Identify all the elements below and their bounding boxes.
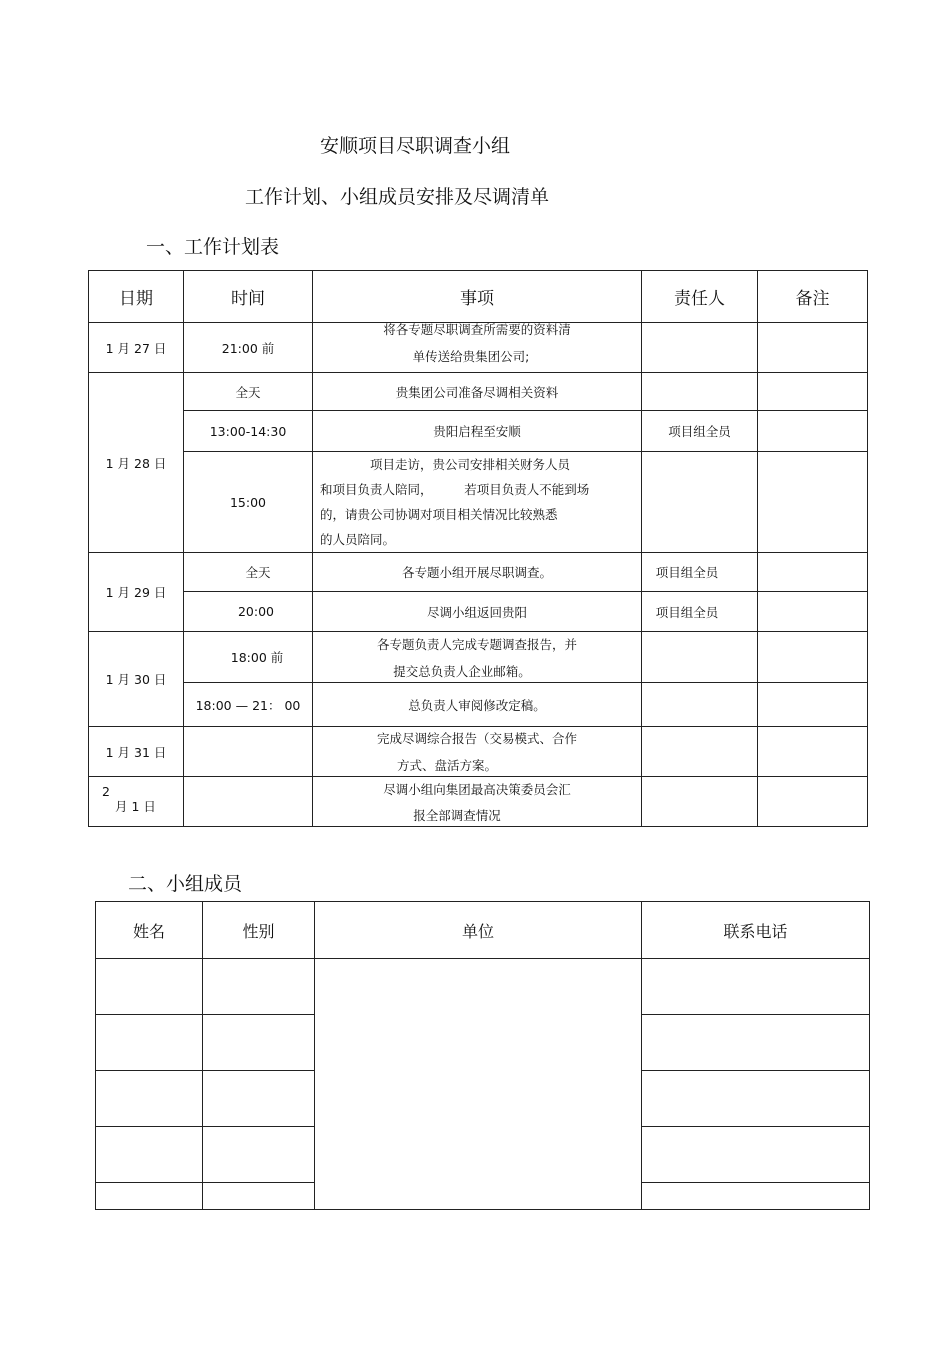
remark-cell bbox=[758, 411, 868, 452]
phone-cell bbox=[642, 1071, 870, 1127]
header-unit: 单位 bbox=[315, 902, 642, 959]
task-cell bbox=[313, 777, 642, 827]
table-row bbox=[89, 592, 868, 632]
date-cell: 1 月 28 日 bbox=[89, 373, 184, 553]
gender-cell bbox=[203, 1183, 315, 1210]
remark-cell bbox=[758, 683, 868, 727]
remark-cell bbox=[758, 553, 868, 592]
table-row bbox=[89, 553, 868, 592]
table-row bbox=[89, 411, 868, 452]
time-cell: 15:00 bbox=[184, 452, 313, 553]
owner-cell bbox=[642, 452, 758, 553]
time-cell: 20:00 bbox=[184, 592, 313, 632]
task-line: 项目走访，贵公司安排相关财务人员 bbox=[370, 457, 571, 472]
name-cell bbox=[96, 959, 203, 1015]
task-line: 完成尽调综合报告（交易模式、合作 bbox=[376, 731, 577, 746]
remark-cell bbox=[758, 373, 868, 411]
date-month-number: 2 bbox=[102, 784, 110, 799]
task-cell: 贵阳启程至安顺 bbox=[313, 411, 642, 452]
date-cell: 1 月 31 日 bbox=[89, 727, 184, 777]
gender-cell bbox=[203, 1127, 315, 1183]
table-row bbox=[89, 777, 868, 827]
task-cell: 各专题小组开展尽职调查。 bbox=[313, 553, 642, 592]
task-line: 单传送给贵集团公司; bbox=[412, 349, 530, 364]
phone-cell bbox=[642, 1127, 870, 1183]
table-row bbox=[89, 683, 868, 727]
name-cell bbox=[96, 1127, 203, 1183]
time-cell bbox=[184, 777, 313, 827]
time-cell: 21:00 前 bbox=[184, 323, 313, 373]
table-row bbox=[89, 727, 868, 777]
task-cell: 总负责人审阅修改定稿。 bbox=[313, 683, 642, 727]
unit-cell bbox=[315, 959, 642, 1210]
header-remark: 备注 bbox=[758, 271, 868, 323]
task-line: 将各专题尽职调查所需要的资料清 bbox=[383, 322, 571, 337]
header-owner: 责任人 bbox=[642, 271, 758, 323]
time-cell: 全天 bbox=[184, 553, 313, 592]
section-heading-plan: 一、工作计划表 bbox=[146, 236, 280, 258]
gender-cell bbox=[203, 1015, 315, 1071]
time-cell: 全天 bbox=[184, 373, 313, 411]
owner-cell bbox=[642, 683, 758, 727]
date-cell: 1 月 27 日 bbox=[89, 323, 184, 373]
remark-cell bbox=[758, 452, 868, 553]
task-cell bbox=[313, 323, 642, 373]
remark-cell bbox=[758, 777, 868, 827]
task-line: 提交总负责人企业邮箱。 bbox=[393, 663, 531, 679]
task-line: 报全部调查情况 bbox=[413, 807, 501, 823]
phone-cell bbox=[642, 959, 870, 1015]
owner-cell bbox=[642, 373, 758, 411]
owner-cell bbox=[642, 632, 758, 683]
table-row bbox=[89, 373, 868, 411]
date-cell: 1 月 30 日 bbox=[89, 632, 184, 727]
header-phone: 联系电话 bbox=[642, 902, 870, 959]
header-time: 时间 bbox=[184, 271, 313, 323]
task-line: 各专题负责人完成专题调查报告，并 bbox=[376, 636, 577, 652]
owner-cell bbox=[642, 777, 758, 827]
task-line: 方式、盘活方案。 bbox=[396, 758, 497, 773]
name-cell bbox=[96, 1071, 203, 1127]
date-day-text: 月 1 日 bbox=[115, 799, 156, 814]
task-cell bbox=[313, 632, 642, 683]
task-line: 尽调小组向集团最高决策委员会汇 bbox=[383, 781, 571, 797]
owner-cell bbox=[642, 323, 758, 373]
header-task: 事项 bbox=[313, 271, 642, 323]
task-cell: 贵集团公司准备尽调相关资料 bbox=[313, 373, 642, 411]
header-date: 日期 bbox=[89, 271, 184, 323]
remark-cell bbox=[758, 323, 868, 373]
section-heading-members: 二、小组成员 bbox=[128, 873, 243, 895]
work-plan-table bbox=[88, 270, 868, 827]
remark-cell bbox=[758, 592, 868, 632]
task-cell bbox=[313, 727, 642, 777]
gender-cell bbox=[203, 1071, 315, 1127]
task-line: 的，请贵公司协调对项目相关情况比较熟悉 bbox=[320, 507, 558, 522]
document-title: 安顺项目尽职调查小组 bbox=[320, 135, 511, 157]
phone-cell bbox=[642, 1015, 870, 1071]
time-cell: 13:00-14:30 bbox=[184, 411, 313, 452]
phone-cell bbox=[642, 1183, 870, 1210]
gender-cell bbox=[203, 959, 315, 1015]
date-cell bbox=[89, 777, 184, 827]
header-gender: 性别 bbox=[203, 902, 315, 959]
owner-cell: 项目组全员 bbox=[642, 411, 758, 452]
task-cell: 尽调小组返回贵阳 bbox=[313, 592, 642, 632]
time-cell: 18:00 — 21： 00 bbox=[184, 683, 313, 727]
table-row bbox=[89, 632, 868, 683]
date-cell: 1 月 29 日 bbox=[89, 553, 184, 632]
members-table bbox=[95, 901, 870, 1210]
remark-cell bbox=[758, 632, 868, 683]
table-row bbox=[89, 452, 868, 553]
document-subtitle: 工作计划、小组成员安排及尽调清单 bbox=[245, 186, 550, 208]
owner-cell: 项目组全员 bbox=[642, 592, 758, 632]
header-name: 姓名 bbox=[96, 902, 203, 959]
name-cell bbox=[96, 1183, 203, 1210]
time-cell: 18:00 前 bbox=[184, 632, 313, 683]
table-row bbox=[96, 959, 870, 1015]
owner-cell: 项目组全员 bbox=[642, 553, 758, 592]
task-line: 和项目负责人陪同， 若项目负责人不能到场 bbox=[320, 482, 590, 497]
task-cell bbox=[313, 452, 642, 553]
name-cell bbox=[96, 1015, 203, 1071]
remark-cell bbox=[758, 727, 868, 777]
time-cell bbox=[184, 727, 313, 777]
task-line: 的人员陪同。 bbox=[320, 532, 396, 547]
table-row bbox=[89, 323, 868, 373]
owner-cell bbox=[642, 727, 758, 777]
